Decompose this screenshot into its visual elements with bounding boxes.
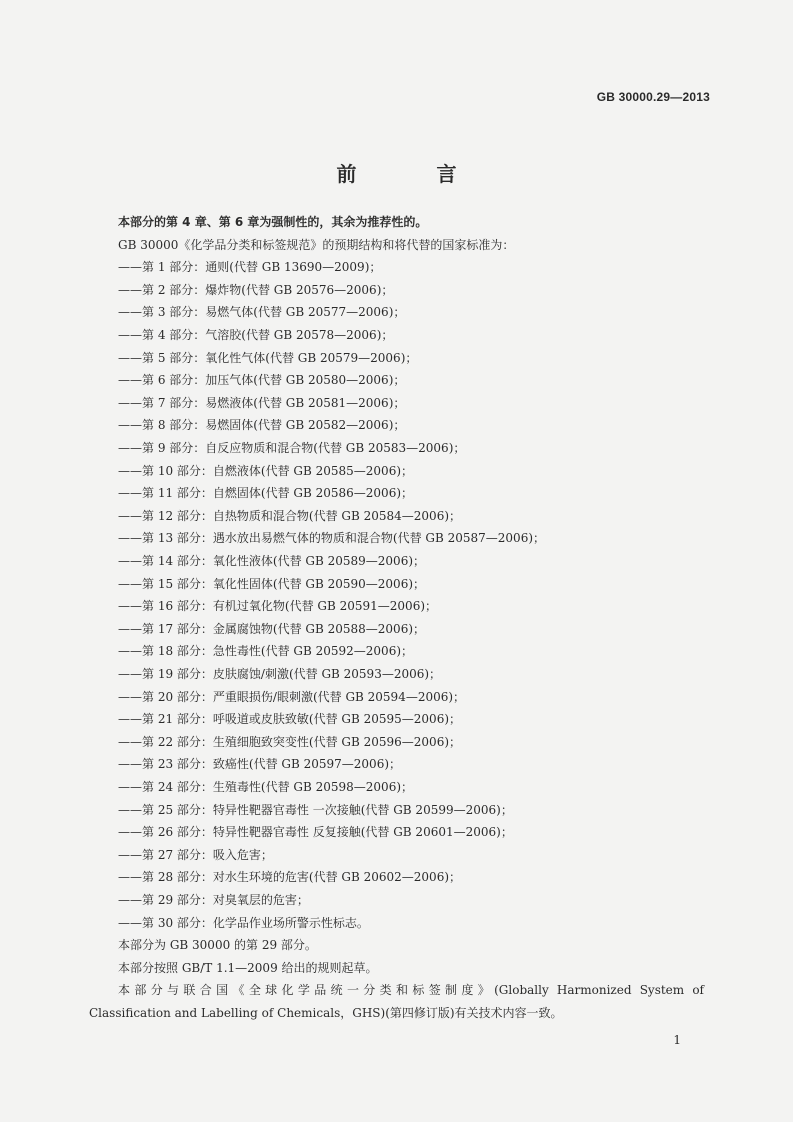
part-item: ——第 23 部分：致癌性(代替 GB 20597—2006)；: [118, 757, 402, 772]
part-item: ——第 15 部分：氧化性固体(代替 GB 20590—2006)；: [118, 576, 426, 591]
part-item: ——第 26 部分：特异性靶器官毒性 反复接触(代替 GB 20601—2006)；: [118, 825, 513, 840]
part-item: ——第 27 部分：吸入危害；: [118, 847, 273, 862]
mandatory-note: 本部分的第 4 章、第 6 章为强制性的，其余为推荐性的。: [118, 215, 428, 229]
part-item: ——第 11 部分：自燃固体(代替 GB 20586—2006)；: [118, 486, 414, 501]
part-item: ——第 19 部分：皮肤腐蚀/刺激(代替 GB 20593—2006)；: [118, 667, 442, 681]
standard-code: GB 30000.29—2013: [596, 90, 710, 104]
page-title: 前 言: [336, 162, 487, 186]
part-item: ——第 24 部分：生殖毒性(代替 GB 20598—2006)；: [118, 780, 414, 794]
part-item: ——第 6 部分：加压气体(代替 GB 20580—2006)；: [118, 373, 406, 388]
page-number: 1: [673, 1033, 681, 1047]
part-item: ——第 30 部分：化学品作业场所警示性标志。: [118, 915, 369, 930]
part-item: ——第 3 部分：易燃气体(代替 GB 20577—2006)；: [118, 305, 406, 320]
part-item: ——第 9 部分：自反应物质和混合物(代替 GB 20583—2006)；: [118, 441, 466, 455]
part-item: ——第 1 部分：通则(代替 GB 13690—2009)；: [118, 260, 382, 275]
part-item: ——第 20 部分：严重眼损伤/眼刺激(代替 GB 20594—2006)；: [118, 689, 466, 704]
part-item: ——第 2 部分：爆炸物(代替 GB 20576—2006)；: [118, 282, 394, 297]
consistency-line-2: Classification and Labelling of Chemicals，GHS)(第四修订版)有关技术内容一致。: [89, 1006, 563, 1020]
part-item: ——第 21 部分：呼吸道或皮肤致敏(代替 GB 20595—2006)；: [118, 712, 462, 727]
part-statement: 本部分为 GB 30000 的第 29 部分。: [118, 938, 317, 953]
part-item: ——第 16 部分：有机过氧化物(代替 GB 20591—2006)；: [118, 599, 438, 614]
part-item: ——第 22 部分：生殖细胞致突变性(代替 GB 20596—2006)；: [118, 734, 462, 749]
part-item: ——第 4 部分：气溶胶(代替 GB 20578—2006)；: [118, 328, 394, 342]
part-item: ——第 18 部分：急性毒性(代替 GB 20592—2006)；: [118, 644, 414, 659]
part-item: ——第 13 部分：遇水放出易燃气体的物质和混合物(代替 GB 20587—2006)；: [118, 531, 546, 546]
part-item: ——第 25 部分：特异性靶器官毒性 一次接触(代替 GB 20599—2006)；: [118, 802, 513, 817]
part-item: ——第 7 部分：易燃液体(代替 GB 20581—2006)；: [118, 395, 406, 410]
part-item: ——第 17 部分：金属腐蚀物(代替 GB 20588—2006)；: [118, 621, 426, 636]
part-item: ——第 29 部分：对臭氧层的危害；: [118, 893, 309, 907]
consistency-line-1: 本部分与联合国《全球化学品统一分类和标签制度》(Globally Harmonized System of: [118, 983, 704, 998]
part-item: ——第 8 部分：易燃固体(代替 GB 20582—2006)；: [118, 418, 406, 433]
part-item: ——第 12 部分：自热物质和混合物(代替 GB 20584—2006)；: [118, 508, 462, 523]
part-item: ——第 5 部分：氧化性气体(代替 GB 20579—2006)；: [118, 350, 418, 365]
part-item: ——第 28 部分：对水生环境的危害(代替 GB 20602—2006)；: [118, 870, 462, 885]
part-item: ——第 10 部分：自燃液体(代替 GB 20585—2006)；: [118, 463, 414, 478]
drafting-rule: 本部分按照 GB/T 1.1—2009 给出的规则起草。: [118, 960, 378, 975]
structure-note: GB 30000《化学品分类和标签规范》的预期结构和将代替的国家标准为：: [118, 237, 515, 252]
part-item: ——第 14 部分：氧化性液体(代替 GB 20589—2006)；: [118, 554, 426, 568]
